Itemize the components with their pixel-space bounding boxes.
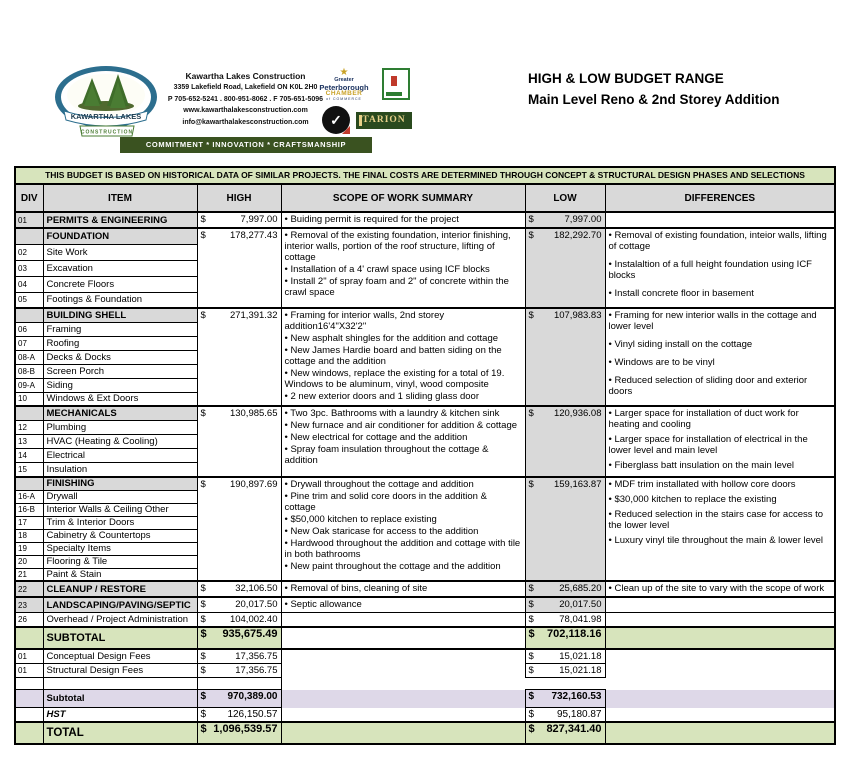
scope-overhead xyxy=(281,613,525,628)
subtotal-lower-high xyxy=(197,690,281,708)
diff-foundation xyxy=(605,228,835,308)
low-value: 159,163.87 xyxy=(553,479,602,490)
div-subtotal-lower xyxy=(15,690,43,708)
item-landscaping: LANDSCAPING/PAVING/SEPTIC xyxy=(43,597,197,613)
col-header-differences: DIFFERENCES xyxy=(605,184,835,212)
diff-bullet: • Reduced selection of sliding door and exterior doors xyxy=(609,375,831,397)
low-value: 25,685.20 xyxy=(559,583,602,594)
subitem-label: Insulation xyxy=(43,463,197,477)
approved-red-corner xyxy=(342,126,350,134)
low-finishing xyxy=(525,477,605,581)
item-mechanicals: MECHANICALS xyxy=(43,406,197,420)
diff-bullet: • Instalaltion of a full height foundation using ICF blocks xyxy=(609,259,831,281)
div-mechanicals xyxy=(15,406,43,420)
row-overhead xyxy=(15,613,835,628)
div-fee: 01 xyxy=(15,664,43,678)
fee-low xyxy=(525,664,605,678)
company-address: 3359 Lakefield Road, Lakefield ON K0L 2H0 xyxy=(173,84,318,91)
div-overhead: 26 xyxy=(15,613,43,628)
disclaimer-banner-row xyxy=(15,167,835,184)
div-cleanup: 22 xyxy=(15,581,43,597)
chamber-text-mid: Peterborough xyxy=(319,82,369,92)
low-building-shell xyxy=(525,308,605,406)
div-permits: 01 xyxy=(15,212,43,228)
low-value: 95,180.87 xyxy=(557,709,602,720)
subitem-label: HVAC (Heating & Cooling) xyxy=(43,434,197,448)
fee-label: Conceptual Design Fees xyxy=(43,649,197,664)
div-cell: 14 xyxy=(15,449,43,463)
subitem-label: Interior Walls & Ceiling Other xyxy=(43,503,197,516)
div-cell: 03 xyxy=(15,260,43,276)
spacer xyxy=(281,708,525,723)
row-spacer xyxy=(15,678,835,690)
title-line-1: HIGH & LOW BUDGET RANGE xyxy=(528,71,724,86)
budget-table xyxy=(14,166,836,745)
low-value: 702,118.16 xyxy=(547,628,602,640)
subtotal-high xyxy=(197,627,281,649)
diff-bullet: • MDF trim installated with hollow core doors xyxy=(609,479,831,490)
high-value: 17,356.75 xyxy=(235,651,278,662)
company-contact-block xyxy=(158,70,333,128)
div-hst xyxy=(15,708,43,723)
row-subtotal-upper xyxy=(15,627,835,649)
low-overhead xyxy=(525,613,605,628)
spacer xyxy=(605,664,835,678)
div-cell: 04 xyxy=(15,276,43,292)
high-finishing xyxy=(197,477,281,581)
item-building-shell: BUILDING SHELL xyxy=(43,308,197,322)
fee-high xyxy=(197,664,281,678)
chamber-of-commerce-logo xyxy=(316,68,372,101)
subitem-label: Specialty Items xyxy=(43,542,197,555)
crest-badge-icon xyxy=(382,68,410,100)
company-phone: P 705-652-5241 . 800-951-8062 . F 705-651-5096 xyxy=(167,95,324,103)
high-landscaping xyxy=(197,597,281,613)
company-email: info@kawarthalakesconstruction.com xyxy=(182,118,309,126)
div-fee: 01 xyxy=(15,649,43,664)
row-cleanup xyxy=(15,581,835,597)
div-cell: 16-B xyxy=(15,503,43,516)
high-value: 970,389.00 xyxy=(227,691,278,702)
scope-bullet: • Two 3pc. Bathrooms with a laundry & kitchen sink xyxy=(285,408,521,419)
hst-low xyxy=(525,708,605,723)
spacer xyxy=(15,678,43,690)
currency-symbol: $ xyxy=(200,583,206,594)
currency-symbol: $ xyxy=(528,628,535,640)
div-cell: 21 xyxy=(15,568,43,581)
currency-symbol: $ xyxy=(200,628,207,640)
low-foundation xyxy=(525,228,605,308)
currency-symbol: $ xyxy=(200,408,206,419)
currency-symbol: $ xyxy=(200,651,206,662)
total-diff-spacer xyxy=(605,722,835,744)
div-finishing xyxy=(15,477,43,490)
currency-symbol: $ xyxy=(528,709,535,720)
diff-landscaping xyxy=(605,597,835,613)
high-value: 130,985.65 xyxy=(229,408,278,419)
crest-green-bar xyxy=(386,92,402,96)
low-cleanup xyxy=(525,581,605,597)
spacer xyxy=(605,708,835,723)
spacer xyxy=(525,678,605,690)
document-title xyxy=(528,68,780,110)
scope-bullet: • New James Hardie board and batten siding on the cottage and the addition xyxy=(285,345,521,367)
currency-symbol: $ xyxy=(528,651,534,662)
high-value: 935,675.49 xyxy=(222,628,278,640)
scope-permits xyxy=(281,212,525,228)
scope-mechanicals xyxy=(281,406,525,477)
scope-bullet: • Drywall throughout the cottage and addition xyxy=(285,479,521,490)
subtotal-lower-low xyxy=(525,690,605,708)
chamber-star-icon: ★ xyxy=(339,67,349,78)
col-header-scope: SCOPE OF WORK SUMMARY xyxy=(281,184,525,212)
spacer xyxy=(281,690,525,708)
fee-label: Structural Design Fees xyxy=(43,664,197,678)
div-cell: 15 xyxy=(15,463,43,477)
scope-bullet: • New Oak staricase for access to the addition xyxy=(285,526,521,537)
fee-high xyxy=(197,649,281,664)
currency-symbol: $ xyxy=(200,665,206,676)
subtotal-diff-spacer xyxy=(605,627,835,649)
subitem-label: Trim & Interior Doors xyxy=(43,516,197,529)
total-scope-spacer xyxy=(281,722,525,744)
scope-finishing xyxy=(281,477,525,581)
scope-bullet: • Removal of the existing foundation, interior finishing, interior walls, portion of the roof structure, lifting of cottage xyxy=(285,230,521,263)
div-cell: 09-A xyxy=(15,378,43,392)
diff-bullet: • Luxury vinyl tile throughout the main & lower level xyxy=(609,535,831,546)
diff-bullet: • Removal of existing foundation, inteior walls, lifting of cottage xyxy=(609,230,831,252)
subitem-label: Decks & Docks xyxy=(43,350,197,364)
approved-checkmark-icon: ✓ xyxy=(324,108,348,132)
currency-symbol: $ xyxy=(528,599,534,610)
row-landscaping xyxy=(15,597,835,613)
low-value: 7,997.00 xyxy=(564,214,602,225)
div-cell: 07 xyxy=(15,336,43,350)
high-value: 17,356.75 xyxy=(235,665,278,676)
currency-symbol: $ xyxy=(528,310,534,321)
low-mechanicals xyxy=(525,406,605,477)
row-mechanicals xyxy=(15,406,835,420)
div-landscaping: 23 xyxy=(15,597,43,613)
currency-symbol: $ xyxy=(200,310,206,321)
low-value: 827,341.40 xyxy=(546,723,602,735)
subtotal-scope-spacer xyxy=(281,627,525,649)
div-cell: 08-A xyxy=(15,350,43,364)
spacer xyxy=(281,664,525,678)
currency-symbol: $ xyxy=(200,230,206,241)
currency-symbol: $ xyxy=(528,583,534,594)
col-header-div: DIV xyxy=(15,184,43,212)
fee-low xyxy=(525,649,605,664)
div-total xyxy=(15,722,43,744)
svg-text:CONSTRUCTION: CONSTRUCTION xyxy=(80,129,134,136)
col-header-item: ITEM xyxy=(43,184,197,212)
currency-symbol: $ xyxy=(200,599,206,610)
subtotal-low xyxy=(525,627,605,649)
diff-bullet: • Framing for new interior walls in the cottage and lower level xyxy=(609,310,831,332)
div-building-shell xyxy=(15,308,43,322)
spacer xyxy=(605,678,835,690)
low-value: 732,160.53 xyxy=(551,691,602,702)
row-foundation xyxy=(15,228,835,244)
scope-bullet: • $50,000 kitchen to replace existing xyxy=(285,514,521,525)
total-high xyxy=(197,722,281,744)
currency-symbol: $ xyxy=(200,691,207,702)
subitem-label: Concrete Floors xyxy=(43,276,197,292)
diff-finishing xyxy=(605,477,835,581)
diff-bullet: • Larger space for installation of duct work for heating and cooling xyxy=(609,408,831,430)
diff-permits xyxy=(605,212,835,228)
scope-landscaping xyxy=(281,597,525,613)
subitem-label: Flooring & Tile xyxy=(43,555,197,568)
company-name: Kawartha Lakes Construction xyxy=(185,71,306,81)
div-cell: 12 xyxy=(15,420,43,434)
diff-bullet: • $30,000 kitchen to replace the existing xyxy=(609,494,831,505)
subitem-label: Excavation xyxy=(43,260,197,276)
low-value: 15,021.18 xyxy=(559,665,602,676)
column-header-row xyxy=(15,184,835,212)
currency-symbol: $ xyxy=(528,408,534,419)
high-value: 126,150.57 xyxy=(227,709,278,720)
certification-badges xyxy=(316,66,420,140)
div-cell: 05 xyxy=(15,292,43,308)
crest-red-mark xyxy=(391,76,397,86)
div-cell: 16-A xyxy=(15,490,43,503)
currency-symbol: $ xyxy=(528,230,534,241)
item-foundation: FOUNDATION xyxy=(43,228,197,244)
subitem-label: Electrical xyxy=(43,449,197,463)
high-value: 104,002.40 xyxy=(229,614,278,625)
diff-bullet: • Vinyl siding install on the cottage xyxy=(609,339,831,350)
currency-symbol: $ xyxy=(528,614,534,625)
total-label: TOTAL xyxy=(43,722,197,744)
row-subtotal-lower xyxy=(15,690,835,708)
low-value: 15,021.18 xyxy=(559,651,602,662)
div-cell: 19 xyxy=(15,542,43,555)
high-value: 271,391.32 xyxy=(229,310,278,321)
subitem-label: Cabinetry & Countertops xyxy=(43,529,197,542)
scope-bullet: • New furnace and air conditioner for addition & cottage xyxy=(285,420,521,431)
chamber-text-top: Greater xyxy=(334,77,354,83)
div-cell: 17 xyxy=(15,516,43,529)
diff-bullet: • Reduced selection in the stairs case for access to the lower level xyxy=(609,509,831,531)
disclaimer-text: THIS BUDGET IS BASED ON HISTORICAL DATA OF SIMILAR PROJECTS. THE FINAL COSTS ARE DETERMINED THROUGH CONCEPT & STRUCTURAL DESIGN PHASES AND SELECTIONS xyxy=(15,167,835,184)
item-overhead: Overhead / Project Administration xyxy=(43,613,197,628)
high-overhead xyxy=(197,613,281,628)
chamber-text-bot: CHAMBER xyxy=(325,90,363,97)
low-permits xyxy=(525,212,605,228)
company-tagline-banner: COMMITMENT * INNOVATION * CRAFTSMANSHIP xyxy=(120,137,372,153)
diff-cleanup xyxy=(605,581,835,597)
spacer xyxy=(43,678,197,690)
scope-bullet: • Installation of a 4' crawl space using ICF blocks xyxy=(285,264,521,275)
row-conceptual-fees xyxy=(15,649,835,664)
subitem-label: Framing xyxy=(43,322,197,336)
spacer xyxy=(605,690,835,708)
kawartha-lakes-logo-icon xyxy=(52,64,162,144)
high-value: 190,897.69 xyxy=(229,479,278,490)
item-permits: PERMITS & ENGINEERING xyxy=(43,212,197,228)
total-low xyxy=(525,722,605,744)
tarion-gold-bar xyxy=(359,115,362,126)
currency-symbol: $ xyxy=(528,214,534,225)
subitem-label: Plumbing xyxy=(43,420,197,434)
subitem-label: Siding xyxy=(43,378,197,392)
currency-symbol: $ xyxy=(200,723,207,735)
col-header-high: HIGH xyxy=(197,184,281,212)
scope-bullet: • New windows, replace the existing for a total of 19. Windows to be aluminum, vinyl, wood composite xyxy=(285,368,521,390)
spacer xyxy=(197,678,281,690)
high-permits xyxy=(197,212,281,228)
scope-bullet: • Spray foam insulation throughout the cottage & addition xyxy=(285,444,521,466)
low-value: 20,017.50 xyxy=(559,599,602,610)
scope-bullet: • New asphalt shingles for the addition and cottage xyxy=(285,333,521,344)
high-mechanicals xyxy=(197,406,281,477)
div-cell: 18 xyxy=(15,529,43,542)
scope-bullet: • Septic allowance xyxy=(285,599,521,610)
diff-bullet: • Clean up of the site to vary with the scope of work xyxy=(609,583,831,594)
row-building-shell xyxy=(15,308,835,322)
div-cell: 10 xyxy=(15,392,43,406)
currency-symbol: $ xyxy=(528,665,534,676)
scope-bullet: • 2 new exterior doors and 1 sliding glass door xyxy=(285,391,521,402)
item-cleanup: CLEANUP / RESTORE xyxy=(43,581,197,597)
div-foundation xyxy=(15,228,43,244)
subitem-label: Drywall xyxy=(43,490,197,503)
scope-bullet: • Pine trim and solid core doors in the addition & cottage xyxy=(285,491,521,513)
high-foundation xyxy=(197,228,281,308)
currency-symbol: $ xyxy=(528,479,534,490)
scope-bullet: • Buiding permit is required for the project xyxy=(285,214,521,225)
currency-symbol: $ xyxy=(528,723,535,735)
company-website: www.kawarthalakesconstruction.com xyxy=(183,107,308,114)
div-subtotal xyxy=(15,627,43,649)
scope-cleanup xyxy=(281,581,525,597)
subitem-label: Footings & Foundation xyxy=(43,292,197,308)
subitem-label: Screen Porch xyxy=(43,364,197,378)
diff-building-shell xyxy=(605,308,835,406)
scope-building-shell xyxy=(281,308,525,406)
high-value: 178,277.43 xyxy=(229,230,278,241)
div-cell: 13 xyxy=(15,434,43,448)
company-logo xyxy=(52,64,162,144)
low-value: 78,041.98 xyxy=(559,614,602,625)
currency-symbol: $ xyxy=(200,214,206,225)
chamber-text-sub: of COMMERCE xyxy=(326,96,362,101)
diff-mechanicals xyxy=(605,406,835,477)
currency-symbol: $ xyxy=(200,709,207,720)
subitem-label: Windows & Ext Doors xyxy=(43,392,197,406)
hst-label: HST xyxy=(43,708,197,723)
tarion-label: TARION xyxy=(362,115,406,125)
scope-bullet: • Removal of bins, cleaning of site xyxy=(285,583,521,594)
subitem-label: Roofing xyxy=(43,336,197,350)
currency-symbol: $ xyxy=(200,614,206,625)
currency-symbol: $ xyxy=(528,691,535,702)
row-structural-fees xyxy=(15,664,835,678)
low-value: 107,983.83 xyxy=(553,310,602,321)
spacer xyxy=(605,649,835,664)
currency-symbol: $ xyxy=(200,479,206,490)
diff-overhead xyxy=(605,613,835,628)
low-value: 120,936.08 xyxy=(553,408,602,419)
svg-text:KAWARTHA LAKES: KAWARTHA LAKES xyxy=(70,112,142,121)
tarion-logo xyxy=(356,112,412,129)
row-finishing xyxy=(15,477,835,490)
div-cell: 08-B xyxy=(15,364,43,378)
scope-bullet: • Install 2" of spray foam and 2" of concrete within the crawl space xyxy=(285,276,521,298)
row-hst xyxy=(15,708,835,723)
spacer xyxy=(281,678,525,690)
diff-bullet: • Windows are to be vinyl xyxy=(609,357,831,368)
low-value: 182,292.70 xyxy=(553,230,602,241)
div-cell: 06 xyxy=(15,322,43,336)
col-header-low: LOW xyxy=(525,184,605,212)
high-value: 7,997.00 xyxy=(240,214,278,225)
scope-bullet: • Hardwood throughout the addition and cottage with tile in both bathrooms xyxy=(285,538,521,560)
low-landscaping xyxy=(525,597,605,613)
scope-bullet: • New paint throughout the cottage and the addition xyxy=(285,561,521,572)
row-permits xyxy=(15,212,835,228)
item-finishing: FINISHING xyxy=(43,477,197,490)
div-cell: 20 xyxy=(15,555,43,568)
high-value: 20,017.50 xyxy=(235,599,278,610)
diff-bullet: • Larger space for installation of electrical in the lower level and main level xyxy=(609,434,831,456)
high-value: 32,106.50 xyxy=(235,583,278,594)
high-building-shell xyxy=(197,308,281,406)
diff-bullet: • Install concrete floor in basement xyxy=(609,288,831,299)
high-value: 1,096,539.57 xyxy=(213,723,278,735)
diff-bullet: • Fiberglass batt insulation on the main level xyxy=(609,460,831,471)
div-cell: 02 xyxy=(15,244,43,260)
scope-foundation xyxy=(281,228,525,308)
hst-high xyxy=(197,708,281,723)
spacer xyxy=(281,649,525,664)
title-line-2: Main Level Reno & 2nd Storey Addition xyxy=(528,92,780,107)
subitem-label: Site Work xyxy=(43,244,197,260)
scope-bullet: • New electrical for cottage and the addition xyxy=(285,432,521,443)
row-total xyxy=(15,722,835,744)
subtotal-lower-label: Subtotal xyxy=(43,690,197,708)
subitem-label: Paint & Stain xyxy=(43,568,197,581)
high-cleanup xyxy=(197,581,281,597)
scope-bullet: • Framing for interior walls, 2nd storey addition16'4"X32'2" xyxy=(285,310,521,332)
subtotal-label: SUBTOTAL xyxy=(43,627,197,649)
